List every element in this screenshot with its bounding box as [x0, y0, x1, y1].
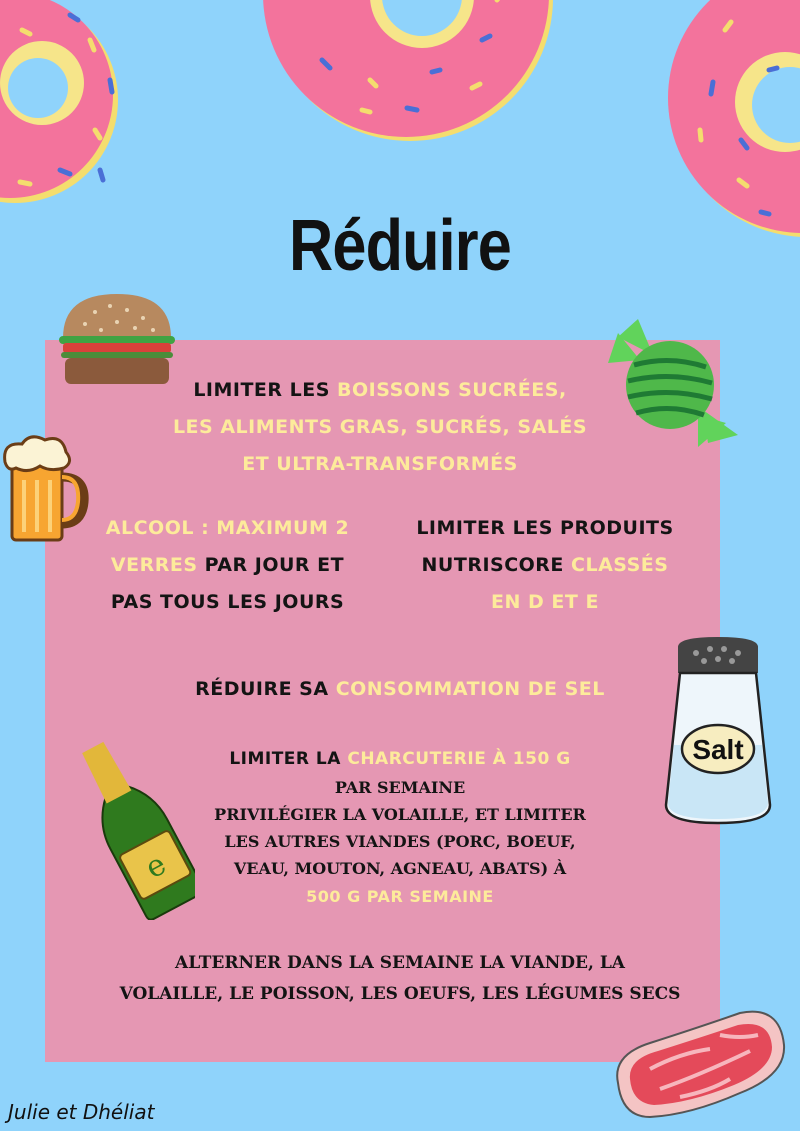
charcuterie-line-5: VEAU, MOUTON, AGNEAU, ABATS) À	[233, 859, 567, 878]
nutriscore-line-3: EN D ET E	[491, 591, 599, 613]
alcohol-line-2b: PAR JOUR ET	[197, 554, 345, 576]
charcuterie-line-1a: LIMITER LA	[229, 749, 348, 769]
charcuterie-block	[160, 744, 640, 912]
nutriscore-line-1: LIMITER LES PRODUITS	[416, 517, 674, 539]
charcuterie-line-1b: CHARCUTERIE À 150 G	[347, 749, 571, 769]
donut-icon	[665, 0, 800, 240]
alternate-block	[50, 948, 750, 1010]
alcohol-block	[85, 510, 370, 621]
sugary-foods-block	[140, 372, 620, 483]
sugary-line-1a: LIMITER LES	[193, 379, 338, 401]
charcuterie-line-2: PAR SEMAINE	[334, 778, 466, 797]
alternate-line-2: VOLAILLE, LE POISSON, LES OEUFS, LES LÉGUMES SECS	[119, 984, 681, 1004]
sugary-line-1b: BOISSONS SUCRÉES,	[337, 379, 567, 401]
salt-shaker-icon	[660, 635, 775, 830]
salt-label: Salt	[692, 734, 744, 765]
page-title: Réduire	[289, 206, 511, 286]
beer-mug-icon	[0, 432, 90, 547]
alcohol-line-1: ALCOOL : MAXIMUM 2	[105, 517, 350, 539]
charcuterie-line-3: PRIVILÉGIER LA VOLAILLE, ET LIMITER	[214, 805, 586, 824]
alcohol-line-3: PAS TOUS LES JOURS	[110, 591, 345, 613]
alternate-line-1: ALTERNER DANS LA SEMAINE LA VIANDE, LA	[175, 953, 625, 973]
nutriscore-line-2b: CLASSÉS	[571, 554, 669, 576]
sugary-line-2: LES ALIMENTS GRAS, SUCRÉS, SALÉS	[172, 416, 588, 438]
salt-block	[120, 674, 680, 704]
charcuterie-line-4: LES AUTRES VIANDES (PORC, BOEUF,	[224, 832, 576, 851]
salt-line-a: RÉDUIRE SA	[195, 678, 336, 700]
charcuterie-line-6: 500 G PAR SEMAINE	[306, 887, 494, 906]
steak-icon	[610, 1005, 790, 1125]
svg-text:e: e	[139, 846, 172, 886]
nutriscore-line-2a: NUTRISCORE	[421, 554, 572, 576]
donut-icon	[262, 0, 562, 150]
nutriscore-block	[400, 510, 690, 621]
salt-line-b: CONSOMMATION DE SEL	[335, 678, 605, 700]
author-credit: Julie et Dhéliat	[8, 1100, 155, 1124]
sugary-line-3: ET ULTRA-TRANSFORMÉS	[242, 453, 518, 475]
donut-icon	[0, 0, 160, 240]
alcohol-line-2a: VERRES	[110, 554, 198, 576]
